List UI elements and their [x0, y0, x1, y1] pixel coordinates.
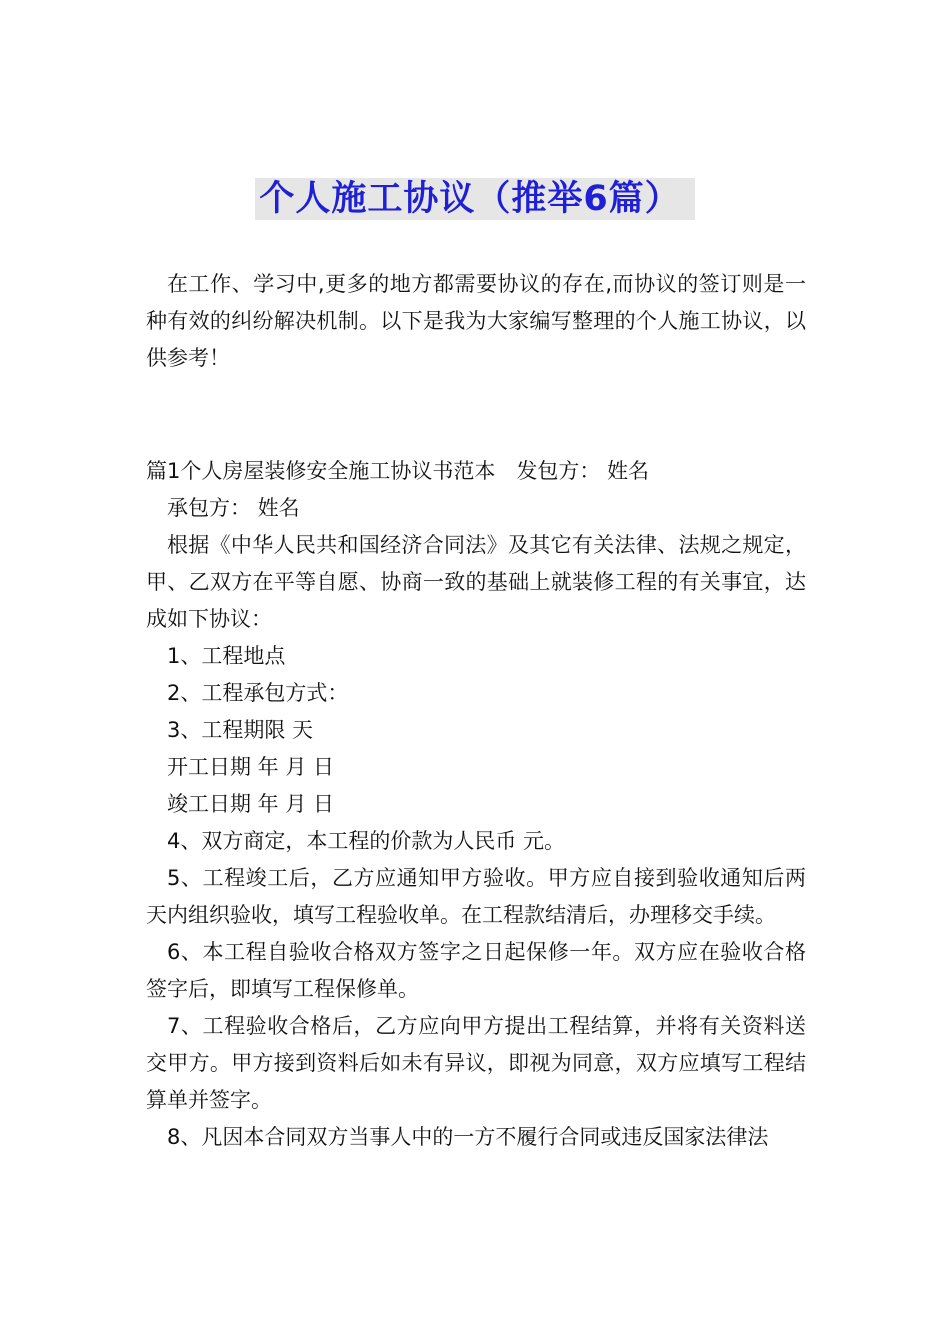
legal-basis-paragraph: 根据《中华人民共和国经济合同法》及其它有关法律、法规之规定，甲、乙双方在平等自愿、协商一致的基础上就装修工程的有关事宜，达成如下协议： — [146, 533, 806, 631]
clause-5: 5、工程竣工后，乙方应通知甲方验收。甲方应自接到验收通知后两天内组织验收，填写工程验收单。在工程款结清后，办理移交手续。 — [146, 866, 806, 927]
clause-8: 8、凡因本合同双方当事人中的一方不履行合同或违反国家法律法 — [167, 1125, 769, 1149]
clause-7: 7、工程验收合格后，乙方应向甲方提出工程结算，并将有关资料送交甲方。甲方接到资料后如未有异议，即视为同意，双方应填写工程结算单并签字。 — [146, 1014, 806, 1112]
end-date-line: 竣工日期 年 月 日 — [167, 792, 335, 816]
section-heading: 篇1个人房屋装修安全施工协议书范本 发包方： 姓名 — [146, 459, 650, 483]
clause-1: 1、工程地点 — [167, 644, 286, 668]
clause-4: 4、双方商定，本工程的价款为人民币 元。 — [167, 829, 566, 853]
document-body — [146, 266, 806, 1156]
start-date-line: 开工日期 年 月 日 — [167, 755, 335, 779]
page-title: 个人施工协议（推举6篇） — [255, 178, 694, 220]
title-container — [0, 178, 950, 220]
section-spacer — [146, 377, 806, 453]
clause-3: 3、工程期限 天 — [167, 718, 314, 742]
contractor-line: 承包方： 姓名 — [167, 496, 300, 520]
clause-6: 6、本工程自验收合格双方签字之日起保修一年。双方应在验收合格签字后，即填写工程保修单。 — [146, 940, 806, 1001]
clause-2: 2、工程承包方式： — [167, 681, 349, 705]
intro-paragraph: 在工作、学习中,更多的地方都需要协议的存在,而协议的签订则是一种有效的纠纷解决机制。以下是我为大家编写整理的个人施工协议，以供参考！ — [146, 272, 806, 370]
